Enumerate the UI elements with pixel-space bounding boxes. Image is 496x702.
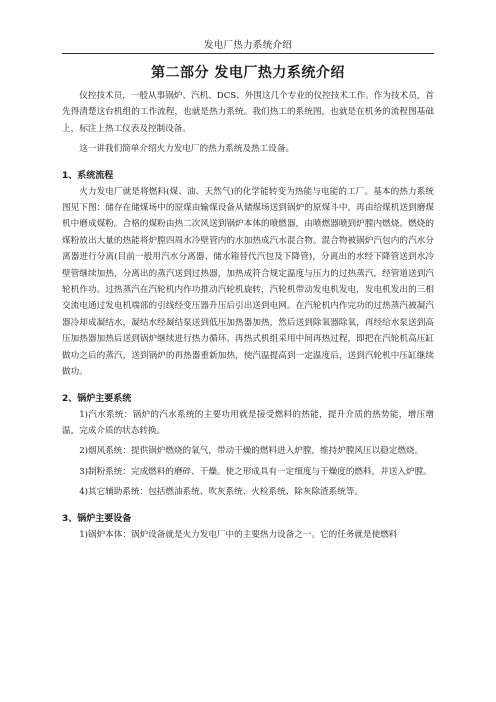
list-item: 2)烟风系统：提供锅炉燃烧的氧气，带动干燥的燃料进入炉膛，维持炉膛风压以稳定燃烧。	[79, 446, 424, 457]
section-boiler-equipment	[62, 511, 434, 543]
section-heading: 2、锅炉主要系统	[62, 393, 132, 404]
document-title: 第二部分 发电厂热力系统介绍	[151, 65, 345, 81]
list-item: 3)制粉系统：完成燃料的磨碎、干燥。使之形成具有一定细度与干燥度的燃料，并送入炉膛。	[79, 466, 432, 477]
header-divider	[62, 53, 434, 54]
section-heading: 3、锅炉主要设备	[62, 513, 132, 524]
list-item: 1)锅炉本体：锅炉设备就是火力发电厂中的主要热力设备之一。它的任务就是使燃料	[79, 529, 398, 540]
section-heading: 1、系统流程	[62, 170, 114, 181]
intro-paragraph: 这一讲我们简单介绍火力发电厂的热力系统及热工设备。	[79, 144, 295, 155]
list-item: 4)其它辅助系统：包括燃油系统、吹灰系统、火检系统、除灰除渣系统等。	[79, 487, 364, 498]
list-item: 1)汽水系统：锅炉的汽水系统的主要功用就是接受燃料的热能，提升介质的热势能，增压增温，完成介质的状态转换。	[62, 409, 434, 436]
body-paragraph: 火力发电厂就是将燃料(煤、油、天然气)的化学能转变为热能与电能的工厂。基本的热力系统图见下图：储存在储煤场中的原煤由输煤设备从储煤场送到锅炉的原煤斗中，再由给煤机送到磨煤机中磨成煤粉。合格的煤粉由热二次风送到锅炉本体的喷燃器，由喷燃器喷到炉膛内燃烧。燃烧的煤粉放出大量的热能将炉膛四周水冷壁管内的水加热成汽水混合物。混合物被锅炉汽包内的汽水分离器进行分离(目前一般用汽水分离器、储水箱替代汽包及下降管)，分离出的水经下降管送到水冷壁管继续加热，分离出的蒸汽送到过热器，加热成符合规定温度与压力的过热蒸汽，经管道送到汽轮机作功。过热蒸汽在汽轮机内作功推动汽轮机旋转，汽轮机带动发电机发电，发电机发出的三相交流电通过发电机端部的引线经变压器升压后引出送到电网。在汽轮机内作完功的过热蒸汽被凝汽器冷却成凝结水，凝结水经凝结泵送到低压加热器加热，然后送到除氧器除氧，再经给水泵送到高压加热器加热后送到锅炉继续进行热力循环。再热式机组采用中间再热过程，即把在汽轮机高压缸做功之后的蒸汽，送到锅炉的再热器重新加热，使汽温提高到一定温度后，送到汽轮机中压缸继续做功。	[62, 186, 434, 378]
section-system-flow	[62, 168, 434, 381]
intro-paragraph: 仪控技术员，一般从事锅炉、汽机、DCS、外围这几个专业的仪控技术工作。作为技术员，首先得清楚这台机组的工作流程，也就是热力系统。我们热工的系统图，也就是在机务的流程图基础上，标注上热工仪表及控制设备。	[62, 91, 434, 134]
running-header: 发电厂热力系统介绍	[203, 40, 293, 51]
document-body	[62, 62, 434, 543]
section-boiler-systems	[62, 391, 434, 501]
